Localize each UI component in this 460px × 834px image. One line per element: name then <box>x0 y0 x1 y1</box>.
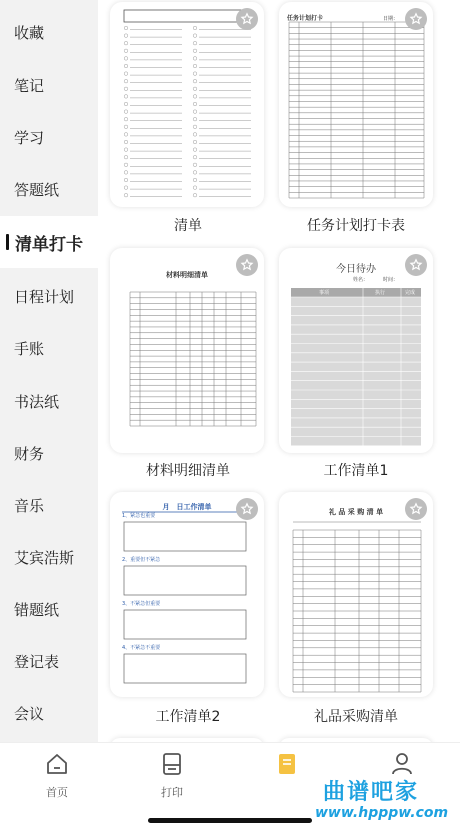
checkbox-circle <box>193 110 197 114</box>
checkbox-circle <box>193 155 197 159</box>
template-card-task-plan[interactable] <box>279 2 433 207</box>
watermark-brand: 曲谱吧家 <box>323 780 420 805</box>
sidebar-item-label: 艾宾浩斯 <box>14 548 75 567</box>
checkbox-circle <box>124 117 128 121</box>
checkbox-circle <box>193 140 197 144</box>
favorite-star-icon[interactable] <box>405 254 427 276</box>
template-label: 材料明细清单 <box>146 463 230 479</box>
template-card-material-list[interactable] <box>110 248 264 453</box>
favorite-star-icon[interactable] <box>236 254 258 276</box>
template-card-gift-purchase[interactable] <box>279 492 433 697</box>
checkbox-circle <box>124 140 128 144</box>
sidebar-item-mistakes[interactable] <box>0 583 98 635</box>
checkbox-circle <box>193 72 197 76</box>
checkbox-circle <box>124 148 128 152</box>
task-plan-table-preview <box>279 2 433 207</box>
sidebar-item-label: 书法纸 <box>14 392 60 411</box>
checkbox-circle <box>124 110 128 114</box>
template-card-work-list-1[interactable] <box>279 248 433 453</box>
checkbox-circle <box>193 117 197 121</box>
tab-label: 打印 <box>161 786 183 799</box>
checkbox-circle <box>193 64 197 68</box>
template-label: 礼品采购清单 <box>314 709 398 725</box>
checkbox-circle <box>193 87 197 91</box>
checkbox-circle <box>124 163 128 167</box>
checkbox-circle <box>193 133 197 137</box>
sidebar-item-label: 会议 <box>14 704 45 723</box>
sidebar-item-label: 收藏 <box>14 23 45 42</box>
gift-table-preview <box>279 492 433 697</box>
sidebar-item-meeting[interactable] <box>0 687 98 739</box>
favorite-star-icon[interactable] <box>236 498 258 520</box>
column-header: 完成 <box>405 290 416 296</box>
template-card-checklist[interactable] <box>110 2 264 207</box>
checkbox-circle <box>124 87 128 91</box>
sidebar-item-label: 登记表 <box>14 652 60 671</box>
checkbox-circle <box>124 79 128 83</box>
watermark-url: www.hpppw.com <box>315 805 449 821</box>
checkbox-circle <box>124 186 128 190</box>
tab-label: 首页 <box>46 786 68 799</box>
sidebar-item-notes[interactable] <box>0 59 98 111</box>
checkbox-circle <box>193 34 197 38</box>
sidebar-item-checklist[interactable] <box>0 216 98 268</box>
checkbox-circle <box>124 57 128 61</box>
checkbox-circle <box>193 163 197 167</box>
paper-time-label: 时间： <box>383 277 399 283</box>
section-label: 4、不紧急不重要 <box>122 645 161 651</box>
checkbox-circle <box>124 178 128 182</box>
checkbox-circle <box>193 171 197 175</box>
paper-title: 今日待办 <box>336 264 376 275</box>
checkbox-circle <box>193 41 197 45</box>
checkbox-circle <box>193 49 197 53</box>
sidebar-item-study[interactable] <box>0 111 98 163</box>
checkbox-circle <box>193 186 197 190</box>
sidebar-item-calligraphy[interactable] <box>0 375 98 427</box>
paper-title: 材料明细清单 <box>166 271 208 279</box>
checkbox-circle <box>124 133 128 137</box>
checklist-paper-preview <box>110 2 264 207</box>
sidebar-item-finance[interactable] <box>0 427 98 479</box>
favorite-star-icon[interactable] <box>405 498 427 520</box>
template-label: 任务计划打卡表 <box>307 218 405 234</box>
checkbox-circle <box>124 72 128 76</box>
paper-title: 礼 品 采 购 清 单 <box>328 508 384 516</box>
material-table-preview <box>110 248 264 453</box>
sidebar-item-label: 清单打卡 <box>15 234 83 255</box>
checkbox-circle <box>193 102 197 106</box>
favorite-star-icon[interactable] <box>236 8 258 30</box>
checkbox-circle <box>193 178 197 182</box>
checkbox-circle <box>124 193 128 197</box>
home-icon <box>44 751 70 777</box>
sidebar-item-answer-sheet[interactable] <box>0 163 98 215</box>
sidebar-item-favorites[interactable] <box>0 6 98 58</box>
paper-date-label: 日期： <box>383 16 399 22</box>
section-label: 1、紧急也重要 <box>122 513 156 519</box>
checkbox-circle <box>193 57 197 61</box>
home-indicator <box>148 818 312 823</box>
checkbox-circle <box>193 193 197 197</box>
checkbox-circle <box>124 41 128 45</box>
template-label: 清单 <box>174 218 202 234</box>
checkbox-circle <box>193 26 197 30</box>
column-header: 执行 <box>375 290 386 296</box>
sidebar-item-label: 错题纸 <box>14 600 60 619</box>
watermark <box>275 755 460 825</box>
checkbox-circle <box>124 125 128 129</box>
sidebar-item-register[interactable] <box>0 635 98 687</box>
checkbox-circle <box>193 125 197 129</box>
paper-title: 任务计划打卡 <box>287 15 324 22</box>
checkbox-circle <box>193 79 197 83</box>
category-sidebar <box>0 0 98 742</box>
checkbox-circle <box>193 95 197 99</box>
todo-table-preview <box>279 248 433 453</box>
template-grid <box>98 0 460 742</box>
sidebar-item-label: 学习 <box>14 128 45 147</box>
checkbox-circle <box>124 102 128 106</box>
checkbox-circle <box>124 95 128 99</box>
tab-home[interactable] <box>22 751 92 800</box>
sidebar-item-label: 财务 <box>14 444 45 463</box>
printer-icon <box>159 751 185 777</box>
sidebar-item-label: 日程计划 <box>14 287 75 306</box>
section-label: 2、重要但不紧急 <box>122 557 161 563</box>
tab-print[interactable] <box>137 751 207 800</box>
sidebar-item-label: 手账 <box>14 339 45 358</box>
sidebar-item-label: 音乐 <box>14 496 45 515</box>
sidebar-item-music[interactable] <box>0 479 98 531</box>
sidebar-item-journal[interactable] <box>0 322 98 374</box>
sidebar-item-label: 答题纸 <box>14 180 60 199</box>
checkbox-circle <box>193 148 197 152</box>
sidebar-item-schedule[interactable] <box>0 270 98 322</box>
checkbox-circle <box>124 64 128 68</box>
template-label: 工作清单2 <box>155 709 221 725</box>
checkbox-circle <box>124 49 128 53</box>
checkbox-circle <box>124 34 128 38</box>
sidebar-item-ebbinghaus[interactable] <box>0 531 98 583</box>
favorite-star-icon[interactable] <box>405 8 427 30</box>
paper-title: 月 日工作清单 <box>162 503 212 511</box>
checkbox-circle <box>124 26 128 30</box>
sidebar-item-label: 笔记 <box>14 76 45 95</box>
column-header: 事项 <box>319 290 330 296</box>
checkbox-circle <box>124 155 128 159</box>
active-indicator <box>6 234 9 250</box>
template-card-work-list-2[interactable] <box>110 492 264 697</box>
template-label: 工作清单1 <box>323 463 389 479</box>
section-label: 3、不紧急但重要 <box>122 601 161 607</box>
paper-name-label: 姓名： <box>353 277 369 283</box>
checkbox-circle <box>124 171 128 175</box>
work-sections-preview <box>110 492 264 697</box>
